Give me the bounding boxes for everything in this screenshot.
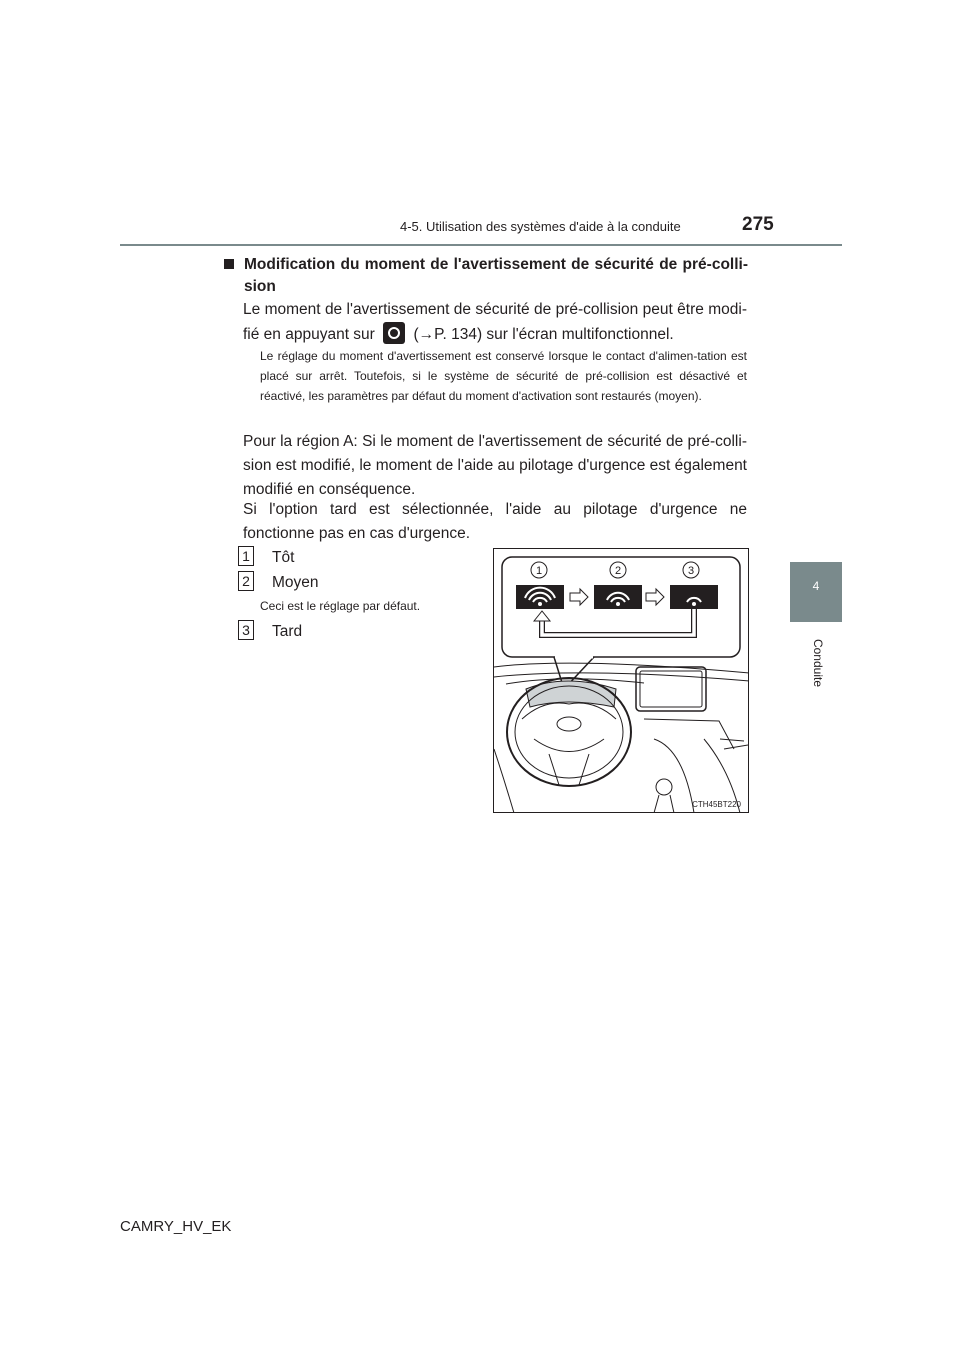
header-divider [120, 244, 842, 246]
dashboard-illustration [493, 548, 749, 813]
callout-number-3: 3 [687, 565, 695, 577]
paragraph-intro [243, 298, 747, 347]
option-number: 1 [238, 546, 254, 566]
option-item-late [238, 620, 302, 643]
figure-code: CTH45BT220 [692, 800, 741, 809]
option-item-early [238, 546, 294, 569]
paragraph-late-option: Si l'option tard est sélectionnée, l'aide au pilotage d'urgence ne fonctionne pas en cas d'urgence. [243, 501, 747, 542]
settings-gear-icon [383, 322, 405, 344]
warning-timing-middle-icon [594, 585, 642, 609]
section-header: 4-5. Utilisation des systèmes d'aide à la conduite [400, 219, 681, 234]
footer-model-code: CAMRY_HV_EK [120, 1218, 232, 1235]
chapter-number: 4 [812, 579, 820, 593]
option-label: Moyen [272, 574, 319, 591]
option-number: 2 [238, 571, 254, 591]
warning-timing-late-icon [670, 585, 718, 609]
option-item-middle [238, 571, 319, 594]
paragraph-region-a: Pour la région A: Si le moment de l'avertissement de sécurité de pré-colli-sion est modifié, le moment de l'aide au pilotage d'urgence est également modifié en conséquence. [243, 433, 747, 498]
heading-bullet-icon [224, 259, 234, 269]
section-heading [224, 254, 748, 298]
paragraph-intro-text: Le moment de l'avertissement de sécurité de pré-collision peut être modi-fié en appuyant sur [243, 301, 747, 343]
chapter-label: Conduite [811, 638, 825, 688]
dashboard-drawing [494, 663, 749, 813]
page-number: 275 [742, 214, 774, 235]
callout-number-2: 2 [614, 565, 622, 577]
paragraph-intro-text-end: (→P. 134) sur l'écran multifonctionnel. [413, 326, 674, 343]
option-number: 3 [238, 620, 254, 640]
note-text: Le réglage du moment d'avertissement est conservé lorsque le contact d'alimen-tation est placé sur arrêt. Toutefois, si le système de sécurité de pré-collision est désactivé et réactivé, les paramètres par défaut du moment d'activation sont restaurés (moyen). [260, 349, 747, 403]
callout-number-1: 1 [535, 565, 543, 577]
option-label: Tôt [272, 549, 295, 566]
warning-timing-early-icon [516, 585, 564, 609]
chapter-label-container [803, 624, 827, 714]
dashboard-illustration-svg [494, 549, 749, 813]
option-note-default: Ceci est le réglage par défaut. [260, 599, 421, 613]
heading-text: Modification du moment de l'avertissement de sécurité de pré-colli-sion [244, 256, 748, 295]
option-label: Tard [272, 623, 303, 640]
chapter-tab [790, 562, 842, 622]
